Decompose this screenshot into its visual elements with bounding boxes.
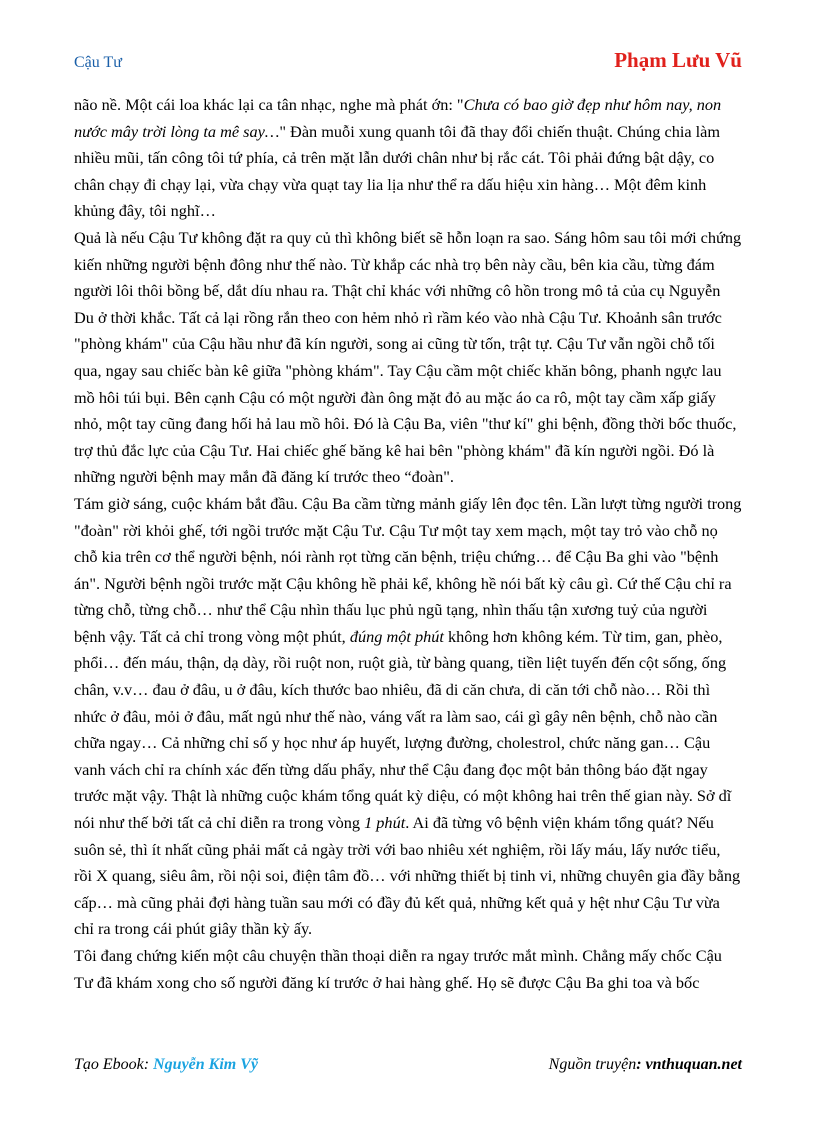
ebook-creator: Nguyễn Kim Vỹ (153, 1056, 258, 1073)
italic-emphasis: 1 phút (364, 813, 406, 833)
text-run: không hơn không kém. Từ tim, gan, phèo, phổi… đến máu, thận, dạ dày, rồi ruột non, ruột già, từ bàng quang, tiền liệt tuyến đến cột sống, ống chân, v.v… đau ở đâu, u ở đâu, kích thước bao nhiêu, đã di căn chưa, di căn tới chỗ nào… Rồi thì nhức ở đâu, mỏi ở đâu, mất ngủ như thế nào, váng vất ra làm sao, cái gì gây nên bệnh, chỗ nào cần chữa ngay… Cả những chỉ số y học như áp huyết, lượng đường, cholestrol, chức năng gan… Cậu vanh vách chỉ ra chính xác đến từng dấu phẩy, như thể Cậu đang đọc một bản thông báo đặt ngay trước mặt vậy. Thật là những cuộc khám tổng quát kỳ diệu, có một không hai trên thế gian này. Sở dĩ nói như thế bởi tất cả chỉ diễn ra trong vòng (74, 626, 732, 833)
italic-emphasis: đúng một phút (349, 626, 444, 646)
page-body (74, 92, 742, 996)
paragraph-4: Tôi đang chứng kiến một câu chuyện thần thoại diễn ra ngay trước mắt mình. Chẳng mấy chốc Cậu Tư đã khám xong cho số người đăng kí trước ở hai hàng ghế. Họ sẽ được Cậu Ba ghi toa và bốc (74, 946, 722, 992)
paragraph-2: Quả là nếu Cậu Tư không đặt ra quy củ thì không biết sẽ hỗn loạn ra sao. Sáng hôm sau tôi mới chứng kiến những người bệnh đông như thế nào. Từ khắp các nhà trọ bên này cầu, bên kia cầu, từng đám người lôi thôi bồng bế, dắt díu nhau ra. Thật chỉ khác với những cô hồn trong mô tả của cụ Nguyễn Du ở thời khắc. Tất cả lại rồng rắn theo con hẻm nhỏ rì rầm kéo vào nhà Cậu Tư. Khoảnh sân trước "phòng khám" của Cậu hầu như đã kín người, song ai cũng từ tốn, trật tự. Cậu Tư vẫn ngồi chỗ tối qua, ngay sau chiếc bàn kê giữa "phòng khám". Tay Cậu cầm một chiếc khăn bông, phanh ngực lau mồ hôi túi bụi. Bên cạnh Cậu có một người đàn ông mặt đỏ au mặc áo ca rô, một tay cầm xấp giấy nhỏ, một tay cũng đang hối hả lau mồ hôi. Đó là Cậu Ba, viên "thư kí" ghi bệnh, đồng thời bốc thuốc, trợ thủ đắc lực của Cậu Tư. Hai chiếc ghế băng kê hai bên "phòng khám" đã kín người ngồi. Đó là những người bệnh may mắn đã đăng kí trước theo “đoàn". (74, 227, 742, 487)
paragraph-1 (74, 92, 742, 225)
source-credit (549, 1056, 742, 1074)
paragraph-3 (74, 491, 742, 943)
source-label: Nguồn truyện (548, 1056, 637, 1073)
italic-lyric: Chưa có bao giờ đẹp như hôm nay, non nước mây trời lòng ta mê say… (74, 95, 722, 141)
story-title: Cậu Tư (74, 54, 122, 71)
text-run: " Đàn muỗi xung quanh tôi đã thay đổi chiến thuật. Chúng chia làm nhiều mũi, tấn công tôi tứ phía, cả trên mặt lẫn dưới chân như bị rắc cát. Tôi phải đứng bật dậy, co chân chạy đi chạy lại, vừa chạy vừa quạt tay lia lịa như thể ra dấu hiệu xin hàng… Một đêm kinh khủng đây, tôi nghĩ… (74, 121, 721, 221)
source-site: vnthuquan.net (645, 1056, 742, 1073)
separator: : (143, 1056, 154, 1073)
separator: : (636, 1056, 646, 1073)
author-name: Phạm Lưu Vũ (614, 48, 742, 72)
ebook-credit (74, 1056, 258, 1074)
page-header (74, 48, 742, 76)
page-footer (74, 1056, 742, 1078)
text-run: Tám giờ sáng, cuộc khám bắt đầu. Cậu Ba cầm từng mảnh giấy lên đọc tên. Lần lượt từng người trong "đoàn" rời khỏi ghế, tới ngồi trước mặt Cậu Tư. Cậu Tư một tay xem mạch, một tay trỏ vào chỗ nọ chỗ kia trên cơ thể người bệnh, nói rành rọt từng căn bệnh, triệu chứng… để Cậu Ba ghi vào "bệnh án". Người bệnh ngồi trước mặt Cậu không hề phải kể, không hề nói bất kỳ câu gì. Cứ thế Cậu chỉ ra từng chỗ, từng chỗ… như thể Cậu nhìn thấu lục phủ ngũ tạng, nhìn thấu tận xương tuỷ của người bệnh vậy. Tất cả chỉ trong vòng một phút, (74, 493, 742, 646)
text-run: . Ai đã từng vô bệnh viện khám tổng quát? Nếu suôn sẻ, thì ít nhất cũng phải mất cả ngày trời với bao nhiêu xét nghiệm, rồi lấy máu, lấy nước tiểu, rồi X quang, siêu âm, rồi nội soi, điện tâm đồ… với những thiết bị tinh vi, những chuyên gia đầy bằng cấp… mà cũng phải đợi hàng tuần sau mới có đầy đủ kết quả, những kết quả y hệt như Cậu Tư vừa chỉ ra trong cái phút giây thần kỳ ấy. (74, 813, 741, 939)
ebook-label: Tạo Ebook (74, 1056, 144, 1073)
text-run: não nề. Một cái loa khác lại ca tân nhạc, nghe mà phát ớn: " (74, 95, 464, 114)
